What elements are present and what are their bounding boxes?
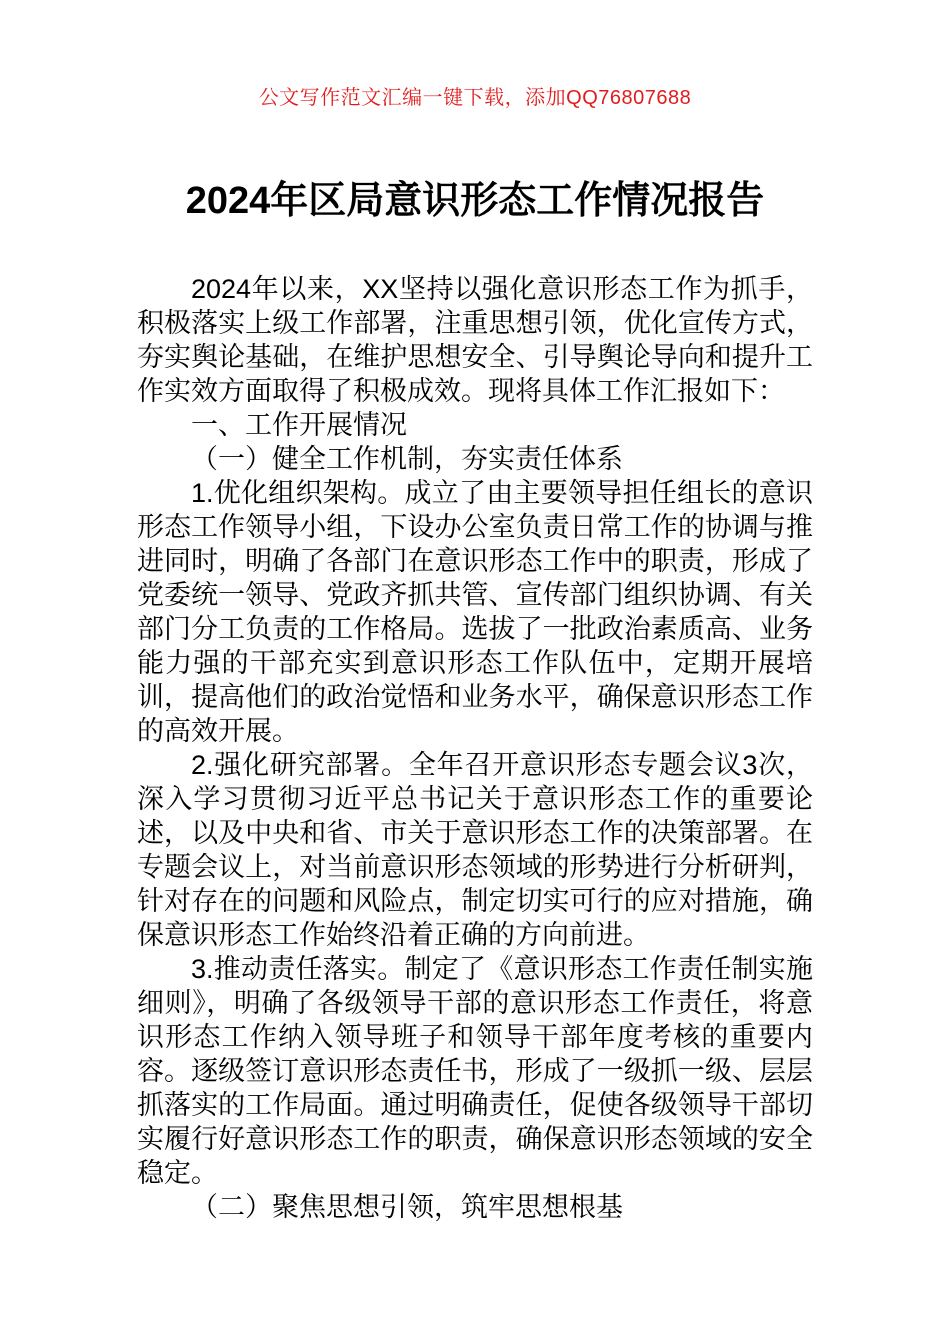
paragraph-item-2: 2.强化研究部署。全年召开意识形态专题会议3次，深入学习贯彻习近平总书记关于意识形态工作的重要论述，以及中央和省、市关于意识形态工作的决策部署。在专题会议上，对当前意识形态领域的形势进行分析研判，针对存在的问题和风险点，制定切实可行的应对措施，确保意识形态工作始终沿着正确的方向前进。 (137, 750, 813, 950)
subsection-heading-1-1: （一）健全工作机制，夯实责任体系 (191, 444, 623, 474)
document-body (137, 272, 813, 1224)
header-notice: 公文写作范文汇编一键下载，添加QQ76807688 (258, 87, 692, 109)
paragraph-item-3: 3.推动责任落实。制定了《意识形态工作责任制实施细则》，明确了各级领导干部的意识形态工作责任，将意识形态工作纳入领导班子和领导干部年度考核的重要内容。逐级签订意识形态责任书，形成了一级抓一级、层层抓落实的工作局面。通过明确责任，促使各级领导干部切实履行好意识形态工作的职责，确保意识形态领域的安全稳定。 (137, 954, 813, 1188)
paragraph-item-1: 1.优化组织架构。成立了由主要领导担任组长的意识形态工作领导小组，下设办公室负责日常工作的协调与推进同时，明确了各部门在意识形态工作中的职责，形成了党委统一领导、党政齐抓共管、宣传部门组织协调、有关部门分工负责的工作格局。选拔了一批政治素质高、业务能力强的干部充实到意识形态工作队伍中，定期开展培训，提高他们的政治觉悟和业务水平，确保意识形态工作的高效开展。 (137, 478, 813, 746)
section-heading-1: 一、工作开展情况 (191, 410, 407, 440)
paragraph-intro: 2024年以来，XX坚持以强化意识形态工作为抓手，积极落实上级工作部署，注重思想引领，优化宣传方式，夯实舆论基础，在维护思想安全、引导舆论导向和提升工作实效方面取得了积极成效。现将具体工作汇报如下： (137, 274, 813, 406)
document-title: 2024年区局意识形态工作情况报告 (185, 180, 765, 222)
subsection-heading-1-2: （二）聚焦思想引领，筑牢思想根基 (191, 1192, 623, 1222)
